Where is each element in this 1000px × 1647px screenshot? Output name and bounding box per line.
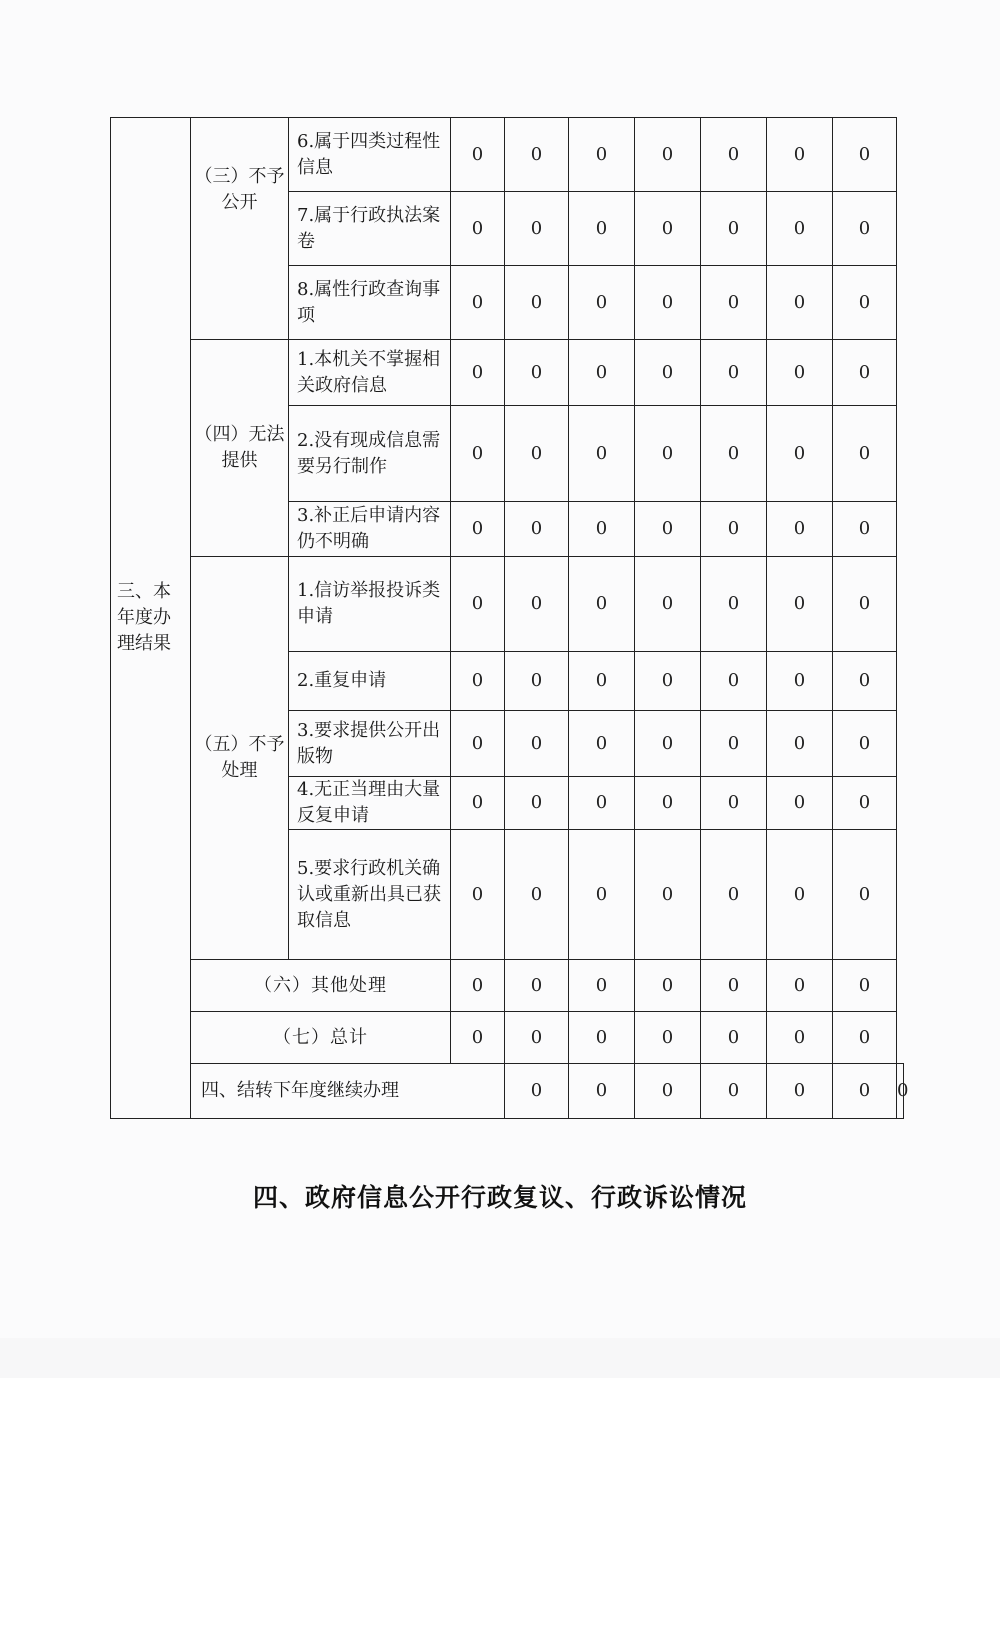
cell-value: 0 (767, 340, 833, 406)
cell-value: 0 (569, 960, 635, 1012)
cell-value: 0 (569, 830, 635, 960)
other-processing-label: （六）其他处理 (191, 960, 451, 1012)
cell-value: 0 (897, 1064, 904, 1119)
cell-value: 0 (701, 711, 767, 777)
cell-value: 0 (505, 118, 569, 192)
cell-value: 0 (635, 777, 701, 830)
carry-over-label: 四、结转下年度继续办理 (191, 1064, 505, 1119)
table-row (111, 340, 904, 406)
cell-value: 0 (451, 406, 505, 502)
cell-value: 0 (701, 652, 767, 711)
cell-value: 0 (833, 266, 897, 340)
cell-value: 0 (451, 340, 505, 406)
cell-value: 0 (767, 118, 833, 192)
row-item-label: 4.无正当理由大量反复申请 (289, 777, 451, 830)
cell-value: 0 (635, 502, 701, 557)
cell-value: 0 (701, 557, 767, 652)
cell-value: 0 (505, 406, 569, 502)
cell-value: 0 (833, 192, 897, 266)
cell-value: 0 (505, 192, 569, 266)
cell-value: 0 (635, 1064, 701, 1119)
cell-value: 0 (767, 960, 833, 1012)
cell-value: 0 (505, 777, 569, 830)
cell-value: 0 (767, 192, 833, 266)
table-row (111, 1064, 904, 1119)
cell-value: 0 (833, 1064, 897, 1119)
cell-value: 0 (767, 830, 833, 960)
cell-value: 0 (701, 777, 767, 830)
cell-value: 0 (833, 118, 897, 192)
group-label-not-disclosed: （三）不予公开 (191, 118, 289, 340)
cell-value: 0 (451, 652, 505, 711)
cell-value: 0 (833, 711, 897, 777)
cell-value: 0 (505, 652, 569, 711)
row-item-label: 5.要求行政机关确认或重新出具已获取信息 (289, 830, 451, 960)
cell-value: 0 (569, 502, 635, 557)
cell-value: 0 (505, 502, 569, 557)
cell-value: 0 (569, 266, 635, 340)
cell-value: 0 (451, 557, 505, 652)
cell-value: 0 (767, 1064, 833, 1119)
cell-value: 0 (635, 1012, 701, 1064)
total-label: （七）总计 (191, 1012, 451, 1064)
cell-value: 0 (767, 711, 833, 777)
cell-value: 0 (701, 406, 767, 502)
cell-value: 0 (451, 192, 505, 266)
cell-value: 0 (635, 557, 701, 652)
cell-value: 0 (767, 557, 833, 652)
cell-value: 0 (635, 652, 701, 711)
row-item-label: 8.属性行政查询事项 (289, 266, 451, 340)
cell-value: 0 (569, 557, 635, 652)
row-item-label: 7.属于行政执法案卷 (289, 192, 451, 266)
cell-value: 0 (701, 192, 767, 266)
cell-value: 0 (701, 340, 767, 406)
cell-value: 0 (505, 340, 569, 406)
cell-value: 0 (569, 652, 635, 711)
cell-value: 0 (635, 340, 701, 406)
cell-value: 0 (635, 266, 701, 340)
results-table (110, 117, 909, 1119)
cell-value: 0 (569, 406, 635, 502)
cell-value: 0 (569, 711, 635, 777)
row-item-label: 1.信访举报投诉类申请 (289, 557, 451, 652)
cell-value: 0 (833, 1012, 897, 1064)
cell-value: 0 (767, 502, 833, 557)
cell-value: 0 (569, 192, 635, 266)
cell-value: 0 (833, 340, 897, 406)
cell-value: 0 (451, 502, 505, 557)
cell-value: 0 (451, 266, 505, 340)
cell-value: 0 (833, 777, 897, 830)
row-item-label: 2.没有现成信息需要另行制作 (289, 406, 451, 502)
cell-value: 0 (451, 711, 505, 777)
cell-value: 0 (451, 1012, 505, 1064)
cell-value: 0 (505, 557, 569, 652)
cell-value: 0 (505, 830, 569, 960)
table-row (111, 557, 904, 652)
cell-value: 0 (833, 830, 897, 960)
cell-value: 0 (767, 266, 833, 340)
row-item-label: 2.重复申请 (289, 652, 451, 711)
cell-value: 0 (833, 502, 897, 557)
row-item-label: 3.要求提供公开出版物 (289, 711, 451, 777)
section-heading: 四、政府信息公开行政复议、行政诉讼情况 (252, 1183, 747, 1212)
cell-value: 0 (635, 960, 701, 1012)
cell-value: 0 (701, 1064, 767, 1119)
cell-value: 0 (505, 1064, 569, 1119)
cell-value: 0 (833, 557, 897, 652)
cell-value: 0 (767, 406, 833, 502)
row-item-label: 1.本机关不掌握相关政府信息 (289, 340, 451, 406)
cell-value: 0 (833, 652, 897, 711)
cell-value: 0 (701, 960, 767, 1012)
cell-value: 0 (701, 118, 767, 192)
cell-value: 0 (569, 1012, 635, 1064)
cell-value: 0 (833, 406, 897, 502)
cell-value: 0 (767, 1012, 833, 1064)
group-label-not-processed: （五）不予处理 (191, 557, 289, 960)
cell-value: 0 (635, 406, 701, 502)
cell-value: 0 (833, 960, 897, 1012)
cell-value: 0 (767, 652, 833, 711)
cell-value: 0 (451, 118, 505, 192)
cell-value: 0 (451, 777, 505, 830)
cell-value: 0 (569, 340, 635, 406)
table-row (111, 960, 904, 1012)
cell-value: 0 (451, 830, 505, 960)
cell-value: 0 (505, 960, 569, 1012)
cell-value: 0 (569, 118, 635, 192)
cell-value: 0 (569, 777, 635, 830)
scan-edge-band (0, 1338, 1000, 1378)
cell-value: 0 (635, 830, 701, 960)
cell-value: 0 (505, 266, 569, 340)
cell-value: 0 (451, 960, 505, 1012)
cell-value: 0 (701, 502, 767, 557)
cell-value: 0 (767, 777, 833, 830)
group-label-unable-to-provide: （四）无法提供 (191, 340, 289, 557)
cell-value: 0 (701, 1012, 767, 1064)
row-item-label: 6.属于四类过程性信息 (289, 118, 451, 192)
cell-value: 0 (635, 118, 701, 192)
table-row (111, 1012, 904, 1064)
cell-value: 0 (569, 1064, 635, 1119)
cell-value: 0 (635, 192, 701, 266)
cell-value: 0 (635, 711, 701, 777)
row-item-label: 3.补正后申请内容仍不明确 (289, 502, 451, 557)
cell-value: 0 (701, 266, 767, 340)
section-3-label: 三、本年度办理结果 (111, 118, 191, 1119)
cell-value: 0 (505, 1012, 569, 1064)
cell-value: 0 (701, 830, 767, 960)
cell-value: 0 (505, 711, 569, 777)
table-row (111, 118, 904, 192)
